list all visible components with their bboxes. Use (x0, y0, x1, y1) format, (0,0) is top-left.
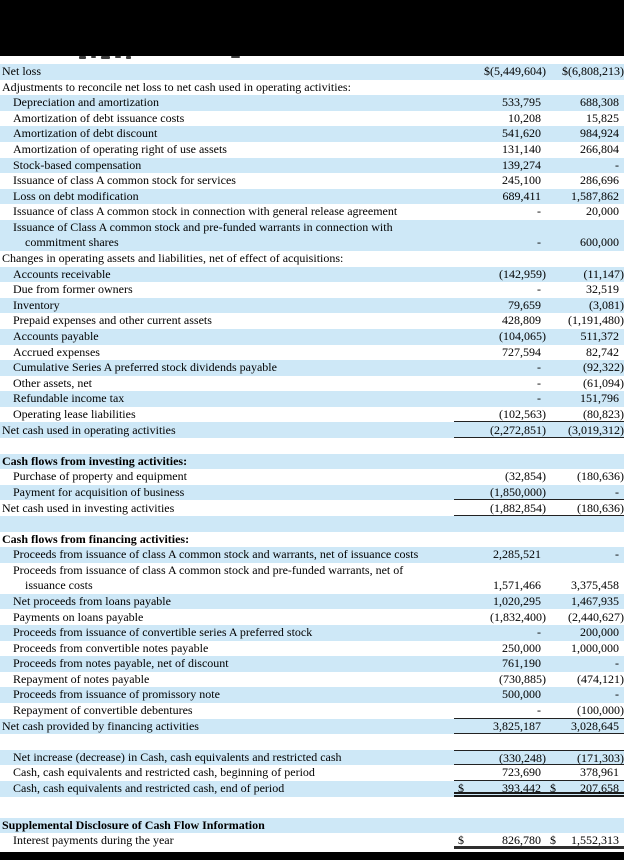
amount-col1 (454, 204, 546, 220)
amount-col2 (546, 454, 624, 470)
amount-value: $(6,808,213) (562, 64, 624, 79)
amount-value: - (537, 235, 541, 250)
table-row (0, 750, 624, 766)
amount-value: - (537, 391, 541, 406)
amount-col1 (454, 765, 546, 781)
amount-col2 (546, 687, 624, 703)
amount-col1 (454, 781, 546, 797)
row-label: Refundable income tax (13, 391, 125, 406)
amount-value: (142,959) (499, 266, 546, 281)
amount-value: - (615, 547, 619, 562)
currency-symbol: $ (458, 781, 464, 796)
amount-col2 (546, 750, 624, 766)
amount-value: 3,028,645 (571, 718, 619, 733)
row-label: Cash, cash equivalents and restricted cash, beginning of period (13, 765, 315, 780)
spacer-row (0, 438, 624, 454)
table-row (0, 329, 624, 345)
amount-value: - (537, 360, 541, 375)
table-row (0, 594, 624, 610)
amount-col2 (546, 765, 624, 781)
amount-col1 (454, 376, 546, 392)
table-row (0, 298, 624, 314)
row-label: Amortization of operating right of use assets (13, 142, 227, 157)
amount-col1 (454, 360, 546, 376)
amount-col2 (546, 267, 624, 283)
row-label: Amortization of debt issuance costs (13, 110, 185, 125)
amount-value: - (537, 625, 541, 640)
spacer-row (0, 797, 624, 818)
table-row (0, 360, 624, 376)
amount-value: 82,742 (586, 344, 619, 359)
table-row (0, 391, 624, 407)
row-label: Accrued expenses (13, 344, 100, 359)
amount-value: (2,272,851) (490, 422, 546, 437)
amount-value: 20,000 (586, 204, 619, 219)
currency-symbol: $ (550, 781, 556, 796)
amount-value: (474,121) (577, 671, 624, 686)
amount-col1 (454, 173, 546, 189)
table-row (0, 64, 624, 80)
amount-col1 (454, 516, 546, 532)
amount-value: 15,825 (586, 110, 619, 125)
amount-col2 (546, 298, 624, 314)
amount-col2 (546, 64, 624, 80)
amount-value: (180,636) (577, 500, 624, 515)
amount-value: 10,208 (508, 110, 541, 125)
amount-col1 (454, 578, 546, 594)
row-label: Purchase of property and equipment (13, 469, 187, 484)
row-label: Repayment of notes payable (13, 671, 150, 686)
clipped-text-remnant (231, 56, 240, 58)
amount-value: (1,191,480) (568, 313, 624, 328)
row-label: Prepaid expenses and other current assets (13, 313, 212, 328)
amount-col2 (546, 282, 624, 298)
row-label: Other assets, net (13, 375, 92, 390)
amount-col1 (454, 64, 546, 80)
amount-col2 (546, 802, 624, 818)
table-row (0, 500, 624, 516)
clipped-text-remnant (126, 56, 131, 59)
amount-col1 (454, 80, 546, 96)
row-label: Loss on debt modification (13, 188, 139, 203)
amount-col2 (546, 818, 624, 834)
amount-col1 (454, 833, 546, 849)
amount-value: (1,832,400) (490, 609, 546, 624)
amount-col1 (454, 547, 546, 563)
amount-value: 600,000 (580, 235, 619, 250)
amount-col1 (454, 251, 546, 267)
amount-value: 2,285,521 (493, 547, 541, 562)
amount-value: 541,620 (502, 126, 541, 141)
clipped-text-remnant (101, 56, 110, 59)
amount-value: 200,000 (580, 625, 619, 640)
amount-value: (730,885) (499, 671, 546, 686)
amount-value: - (615, 157, 619, 172)
amount-col2 (546, 111, 624, 127)
amount-value: (2,440,627) (568, 609, 624, 624)
bottom-border-bar (0, 852, 624, 860)
amount-col2 (546, 781, 624, 797)
row-label: Net loss (2, 64, 41, 79)
amount-col1 (454, 610, 546, 626)
amount-value: 266,804 (580, 142, 619, 157)
amount-value: (3,081) (589, 297, 624, 312)
amount-col1 (454, 641, 546, 657)
amount-col2 (546, 126, 624, 142)
amount-value: - (615, 484, 619, 499)
amount-col2 (546, 142, 624, 158)
amount-col1 (454, 189, 546, 205)
amount-value: (61,094) (583, 375, 624, 390)
row-label: Proceeds from issuance of convertible series A preferred stock (13, 625, 313, 640)
amount-col1 (454, 501, 546, 517)
row-label: Supplemental Disclosure of Cash Flow Information (2, 817, 265, 832)
amount-col1 (454, 656, 546, 672)
amount-col2 (546, 360, 624, 376)
clipped-text-remnant (91, 56, 96, 58)
table-row (0, 672, 624, 688)
amount-col2 (546, 189, 624, 205)
amount-col2 (546, 485, 624, 501)
amount-col1 (454, 703, 546, 719)
amount-col1 (454, 111, 546, 127)
amount-col2 (546, 547, 624, 563)
table-row (0, 251, 624, 267)
row-label: Cash flows from investing activities: (2, 453, 188, 468)
amount-col1 (454, 625, 546, 641)
table-row (0, 204, 624, 220)
amount-value: 151,796 (580, 391, 619, 406)
row-label: Issuance of class A common stock in connection with general release agreement (13, 204, 398, 219)
amount-col1 (454, 95, 546, 111)
table-row (0, 765, 624, 781)
amount-value: (92,322) (583, 360, 624, 375)
row-label: Net cash used in operating activities (2, 422, 176, 437)
table-row (0, 126, 624, 142)
amount-col1 (454, 594, 546, 610)
amount-value: 1,587,862 (571, 188, 619, 203)
amount-col2 (546, 719, 624, 735)
amount-col1 (454, 158, 546, 174)
amount-value: - (615, 656, 619, 671)
table-row (0, 111, 624, 127)
row-label: Repayment of convertible debentures (13, 703, 193, 718)
amount-col1 (454, 267, 546, 283)
clipped-text-remnant (115, 56, 121, 58)
row-label: Issuance of Class A common stock and pre-funded warrants in connection with commitment shares (13, 219, 393, 250)
amount-col2 (546, 376, 624, 392)
amount-value: (1,850,000) (490, 484, 546, 499)
amount-col2 (546, 438, 624, 454)
table-row (0, 422, 624, 438)
amount-col2 (546, 656, 624, 672)
currency-symbol: $ (458, 833, 464, 848)
amount-col1 (454, 313, 546, 329)
amount-value: 688,308 (580, 95, 619, 110)
amount-value: 3,825,187 (493, 718, 541, 733)
amount-value: 250,000 (502, 640, 541, 655)
clipped-text-remnant (79, 56, 86, 59)
amount-value: 1,467,935 (571, 593, 619, 608)
amount-value: 393,442 (502, 781, 541, 796)
cash-flow-statement-table (0, 64, 624, 849)
amount-value: 1,552,313 (571, 833, 619, 848)
amount-col1 (454, 142, 546, 158)
redacted-header-block (0, 0, 624, 56)
amount-value: (171,303) (577, 750, 624, 765)
amount-col2 (546, 95, 624, 111)
amount-col1 (454, 687, 546, 703)
amount-col2 (546, 672, 624, 688)
amount-value: $(5,449,604) (484, 64, 546, 79)
amount-value: - (537, 204, 541, 219)
row-label: Proceeds from issuance of class A common stock and warrants, net of issuance costs (13, 547, 419, 562)
amount-col1 (454, 329, 546, 345)
amount-col1 (454, 235, 546, 251)
row-label: Interest payments during the year (13, 833, 174, 848)
amount-value: 79,659 (508, 297, 541, 312)
amount-col2 (546, 313, 624, 329)
amount-value: (180,636) (577, 469, 624, 484)
row-label: Depreciation and amortization (13, 95, 159, 110)
table-row (0, 220, 624, 251)
amount-col1 (454, 438, 546, 454)
amount-value: - (537, 703, 541, 718)
amount-col2 (546, 734, 624, 750)
row-label: Net increase (decrease) in Cash, cash equivalents and restricted cash (13, 749, 342, 764)
amount-col1 (454, 802, 546, 818)
row-label: Inventory (13, 297, 60, 312)
table-row (0, 641, 624, 657)
table-row (0, 703, 624, 719)
amount-col2 (546, 235, 624, 251)
amount-value: 1,571,466 (493, 578, 541, 593)
table-row (0, 547, 624, 563)
row-label: Changes in operating assets and liabilities, net of effect of acquisitions: (2, 251, 344, 266)
row-label: Proceeds from issuance of class A common stock and pre-funded warrants, net of issuance costs (13, 562, 404, 593)
table-row (0, 173, 624, 189)
spacer-row (0, 516, 624, 532)
amount-value: 533,795 (502, 95, 541, 110)
table-row (0, 625, 624, 641)
row-label: Adjustments to reconcile net loss to net cash used in operating activities: (2, 79, 351, 94)
amount-col2 (546, 703, 624, 719)
row-label: Net cash used in investing activities (2, 500, 175, 515)
table-row (0, 818, 624, 834)
amount-value: 826,780 (502, 833, 541, 848)
table-row (0, 158, 624, 174)
row-label: Proceeds from convertible notes payable (13, 640, 209, 655)
row-label: Net cash provided by financing activities (2, 718, 199, 733)
currency-symbol: $ (550, 833, 556, 848)
amount-col1 (454, 734, 546, 750)
amount-col2 (546, 407, 624, 423)
amount-value: 378,961 (580, 765, 619, 780)
row-label: Accounts payable (13, 329, 99, 343)
amount-col1 (454, 454, 546, 470)
amount-col1 (454, 126, 546, 142)
table-row (0, 282, 624, 298)
amount-col2 (546, 625, 624, 641)
amount-col2 (546, 501, 624, 517)
table-row (0, 345, 624, 361)
table-row (0, 376, 624, 392)
amount-value: 761,190 (502, 656, 541, 671)
row-label: Proceeds from notes payable, net of discount (13, 656, 229, 671)
amount-col2 (546, 578, 624, 594)
amount-col1 (454, 282, 546, 298)
amount-value: 723,690 (502, 765, 541, 780)
amount-value: 511,372 (580, 329, 619, 343)
row-label: Cash flows from financing activities: (2, 531, 190, 546)
table-row (0, 142, 624, 158)
table-row (0, 485, 624, 501)
row-label: Issuance of class A common stock for services (13, 173, 236, 188)
row-label: Payment for acquisition of business (13, 484, 185, 499)
amount-col1 (454, 719, 546, 735)
clipped-row-strip (0, 56, 624, 64)
amount-value: (1,882,854) (490, 500, 546, 515)
amount-col2 (546, 641, 624, 657)
amount-col1 (454, 485, 546, 501)
amount-value: 428,809 (502, 313, 541, 328)
amount-value: (32,854) (505, 469, 546, 484)
row-label: Payments on loans payable (13, 609, 144, 624)
amount-col2 (546, 251, 624, 267)
amount-col1 (454, 532, 546, 548)
table-row (0, 80, 624, 96)
table-row (0, 267, 624, 283)
spacer-row (0, 734, 624, 750)
amount-col1 (454, 672, 546, 688)
table-row (0, 833, 624, 849)
amount-value: 139,274 (502, 157, 541, 172)
row-label: Operating lease liabilities (13, 406, 136, 421)
row-label: Cumulative Series A preferred stock dividends payable (13, 360, 277, 375)
row-label: Due from former owners (13, 282, 133, 297)
amount-value: 1,020,295 (493, 593, 541, 608)
amount-value: (80,823) (583, 406, 624, 421)
amount-col2 (546, 204, 624, 220)
amount-col2 (546, 833, 624, 849)
amount-col1 (454, 469, 546, 485)
amount-value: - (537, 282, 541, 297)
amount-value: (100,000) (577, 703, 624, 718)
amount-col1 (454, 391, 546, 407)
amount-value: 727,594 (502, 344, 541, 359)
table-row (0, 563, 624, 594)
amount-col2 (546, 173, 624, 189)
amount-col2 (546, 80, 624, 96)
row-label: Proceeds from issuance of promissory note (13, 687, 220, 702)
amount-value: 984,924 (580, 126, 619, 141)
amount-col1 (454, 423, 546, 439)
amount-col2 (546, 469, 624, 485)
amount-value: (330,248) (499, 750, 546, 765)
amount-col1 (454, 750, 546, 766)
amount-value: 500,000 (502, 687, 541, 702)
amount-col2 (546, 516, 624, 532)
amount-value: 286,696 (580, 173, 619, 188)
table-row (0, 656, 624, 672)
row-label: Cash, cash equivalents and restricted cash, end of period (13, 781, 285, 796)
table-row (0, 313, 624, 329)
amount-col2 (546, 423, 624, 439)
amount-value: 3,375,458 (571, 578, 619, 593)
amount-col2 (546, 532, 624, 548)
amount-value: (3,019,312) (568, 422, 624, 437)
row-label: Net proceeds from loans payable (13, 593, 171, 608)
row-label: Stock-based compensation (13, 157, 142, 172)
table-row (0, 687, 624, 703)
table-row (0, 469, 624, 485)
amount-value: (102,563) (499, 406, 546, 421)
amount-value: (104,065) (499, 329, 546, 343)
amount-col2 (546, 594, 624, 610)
amount-col1 (454, 298, 546, 314)
amount-value: 245,100 (502, 173, 541, 188)
amount-col2 (546, 345, 624, 361)
amount-col1 (454, 345, 546, 361)
amount-col1 (454, 407, 546, 423)
amount-value: 207,658 (580, 781, 619, 796)
amount-col2 (546, 329, 624, 345)
amount-value: (11,147) (583, 266, 624, 281)
table-row (0, 781, 624, 797)
table-row (0, 95, 624, 111)
table-row (0, 719, 624, 735)
amount-value: 32,519 (586, 282, 619, 297)
amount-col2 (546, 391, 624, 407)
amount-value: - (537, 375, 541, 390)
table-row (0, 532, 624, 548)
table-row (0, 189, 624, 205)
amount-value: 1,000,000 (571, 640, 619, 655)
row-label: Amortization of debt discount (13, 126, 158, 141)
amount-value: - (615, 687, 619, 702)
row-label: Accounts receivable (13, 266, 111, 281)
table-row (0, 407, 624, 423)
amount-value: 131,140 (502, 142, 541, 157)
amount-col2 (546, 158, 624, 174)
table-row (0, 454, 624, 470)
table-row (0, 609, 624, 625)
amount-value: 689,411 (502, 188, 541, 203)
amount-col1 (454, 818, 546, 834)
amount-col2 (546, 610, 624, 626)
